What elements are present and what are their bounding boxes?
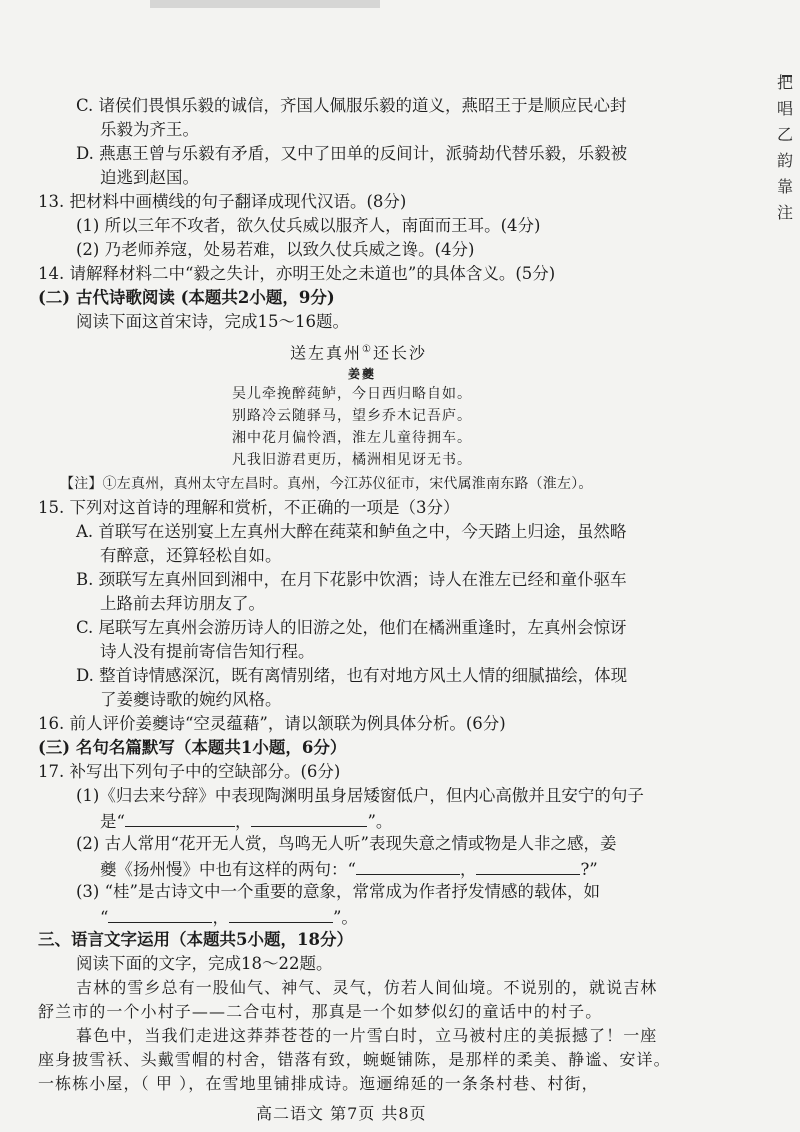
page-footer: 高二语文 第7页 共8页 bbox=[256, 1104, 427, 1123]
question-15: 15. 下列对这首诗的理解和赏析，不正确的一项是（3分） bbox=[38, 498, 460, 517]
passage-p1: 吉林的雪乡总有一股仙气、神气、灵气，仿若人间仙境。不说别的，就说吉林 bbox=[76, 978, 658, 997]
q17-item-2: (2) 古人常用“花开无人赏，鸟鸣无人听”表现失意之情或物是人非之感，姜 bbox=[76, 834, 617, 853]
q15-option-b: B. 颈联写左真州回到湘中，在月下花影中饮酒；诗人在淮左已经和童仆驱车 bbox=[76, 570, 627, 589]
q17-item-1-blanks: 是“ ， ”。 bbox=[100, 812, 393, 831]
question-13-sentence-1: (1) 所以三年不攻者，欲久仗兵威以服齐人，南面而王耳。(4分) bbox=[76, 216, 541, 235]
answer-blank[interactable] bbox=[251, 810, 367, 827]
q15-option-d-cont: 了姜夔诗歌的婉约风格。 bbox=[100, 690, 282, 709]
q15-option-c-cont: 诗人没有提前寄信告知行程。 bbox=[100, 642, 315, 661]
poem-title: 送左真州①还长沙 bbox=[290, 343, 427, 363]
answer-blank[interactable] bbox=[229, 906, 333, 923]
question-13-sentence-2: (2) 乃老师养寇，处易若难，以致久仗兵威之谗。(4分) bbox=[76, 240, 475, 259]
answer-blank[interactable] bbox=[108, 906, 212, 923]
q17-item-3-blanks: “ ， ”。 bbox=[100, 908, 358, 927]
poetry-intro: 阅读下面这首宋诗，完成15～16题。 bbox=[76, 312, 349, 331]
section-recitation-heading: (三) 名句名篇默写（本题共1小题，6分） bbox=[38, 738, 347, 757]
passage-p1-cont: 舒兰市的一个小村子——二合屯村，那真是一个如梦似幻的童话中的村子。 bbox=[38, 1002, 603, 1021]
poem-author: 姜夔 bbox=[348, 367, 377, 381]
q17-item-1: (1)《归去来兮辞》中表现陶渊明虽身居矮窗低户，但内心高傲并且安宁的句子 bbox=[76, 786, 644, 805]
q17-item-3: (3) “桂”是古诗文中一个重要的意象，常常成为作者抒发情感的载体，如 bbox=[76, 882, 600, 901]
option-c-cont: 乐毅为齐王。 bbox=[100, 120, 199, 139]
q15-option-c: C. 尾联写左真州会游历诗人的旧游之处，他们在橘洲重逢时，左真州会惊讶 bbox=[76, 618, 627, 637]
poem-line-3: 湘中花月偏怜酒，淮左儿童待拥车。 bbox=[232, 430, 472, 446]
poem-line-2: 别路冷云随驿马，望乡乔木记吾庐。 bbox=[232, 408, 472, 424]
poem-line-1: 吴儿牵挽醉莼鲈，今日西归略自如。 bbox=[232, 386, 472, 402]
margin-annotations: 把 唱 乙 韵 靠 注 bbox=[776, 73, 793, 222]
answer-blank[interactable] bbox=[125, 810, 235, 827]
q15-option-a-cont: 有醉意，还算轻松自如。 bbox=[100, 546, 282, 565]
question-17: 17. 补写出下列句子中的空缺部分。(6分) bbox=[38, 762, 341, 781]
question-16: 16. 前人评价姜夔诗“空灵蕴藉”，请以颔联为例具体分析。(6分) bbox=[38, 714, 506, 733]
passage-p2-cont: 座身披雪袄、头戴雪帽的村舍，错落有致，蜿蜒铺陈，是那样的柔美、静谧、安详。 bbox=[38, 1050, 671, 1069]
section-poetry-heading: (二) 古代诗歌阅读 (本题共2小题，9分) bbox=[38, 288, 335, 307]
answer-blank[interactable] bbox=[476, 858, 580, 875]
question-14: 14. 请解释材料二中“毅之失计，亦明王处之未道也”的具体含义。(5分) bbox=[38, 264, 556, 283]
answer-blank[interactable] bbox=[356, 858, 460, 875]
passage-p2-cont2: 一栋栋小屋，（ 甲 ），在雪地里铺排成诗。迤逦绵延的一条条村巷、村街， bbox=[38, 1074, 599, 1093]
part-three-intro: 阅读下面的文字，完成18～22题。 bbox=[76, 954, 333, 973]
q15-option-a: A. 首联写在送别宴上左真州大醉在莼菜和鲈鱼之中，今天踏上归途，虽然略 bbox=[76, 522, 627, 541]
poem-note: 【注】①左真州，真州太守左昌时。真州，今江苏仪征市，宋代属淮南东路（淮左）。 bbox=[60, 476, 593, 492]
passage-p2: 暮色中，当我们走进这莽莽苍苍的一片雪白时，立马被村庄的美振撼了！一座 bbox=[76, 1026, 658, 1045]
option-d: D. 燕惠王曾与乐毅有矛盾，又中了田单的反间计，派骑劫代替乐毅，乐毅被 bbox=[76, 144, 628, 163]
option-c: C. 诸侯们畏惧乐毅的诚信，齐国人佩服乐毅的道义，燕昭王于是顺应民心封 bbox=[76, 96, 627, 115]
option-d-cont: 迫逃到赵国。 bbox=[100, 168, 199, 187]
poem-line-4: 凡我旧游君更历，橘洲相见讶无书。 bbox=[232, 452, 472, 468]
q15-option-b-cont: 上路前去拜访朋友了。 bbox=[100, 594, 265, 613]
q17-item-2-blanks: 夔《扬州慢》中也有这样的两句：“ ， ?” bbox=[100, 860, 598, 879]
q15-option-d: D. 整首诗情感深沉，既有离情别绪，也有对地方风土人情的细腻描绘，体现 bbox=[76, 666, 628, 685]
question-13: 13. 把材料中画横线的句子翻译成现代汉语。(8分) bbox=[38, 192, 407, 211]
part-three-heading: 三、语言文字运用（本题共5小题，18分） bbox=[38, 930, 353, 949]
scan-artifact bbox=[150, 0, 380, 8]
